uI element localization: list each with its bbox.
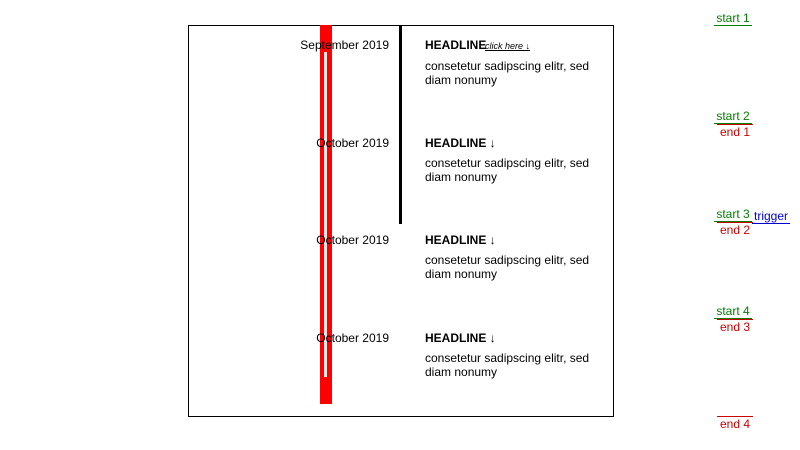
event-headline[interactable]: HEADLINE ↓ xyxy=(425,136,496,150)
event-date: September 2019 xyxy=(300,38,389,52)
event-text: consetetur sadipscing elitr, sed diam nonumy xyxy=(425,156,590,184)
click-here-link[interactable]: click here ↓ xyxy=(485,41,531,51)
marker-end-1: end 1 xyxy=(717,124,753,139)
event-text: consetetur sadipscing elitr, sed diam nonumy xyxy=(425,59,590,87)
event-text: consetetur sadipscing elitr, sed diam nonumy xyxy=(425,351,590,379)
marker-start-4: start 4 xyxy=(714,304,752,319)
timeline-divider xyxy=(399,25,402,224)
event-date: October 2019 xyxy=(316,233,389,247)
marker-start-1: start 1 xyxy=(714,11,752,26)
event-date: October 2019 xyxy=(316,136,389,150)
marker-end-4: end 4 xyxy=(717,416,753,431)
event-headline: HEADLINE xyxy=(425,38,487,52)
event-headline[interactable]: HEADLINE ↓ xyxy=(425,331,496,345)
marker-start-2: start 2 xyxy=(714,109,752,124)
timeline-track xyxy=(324,52,327,377)
marker-start-3: start 3 xyxy=(714,207,752,222)
event-date: October 2019 xyxy=(316,331,389,345)
marker-trigger: trigger xyxy=(753,209,788,223)
event-text: consetetur sadipscing elitr, sed diam nonumy xyxy=(425,253,590,281)
event-headline[interactable]: HEADLINE ↓ xyxy=(425,233,496,247)
marker-end-2: end 2 xyxy=(717,222,753,237)
marker-end-3: end 3 xyxy=(717,319,753,334)
